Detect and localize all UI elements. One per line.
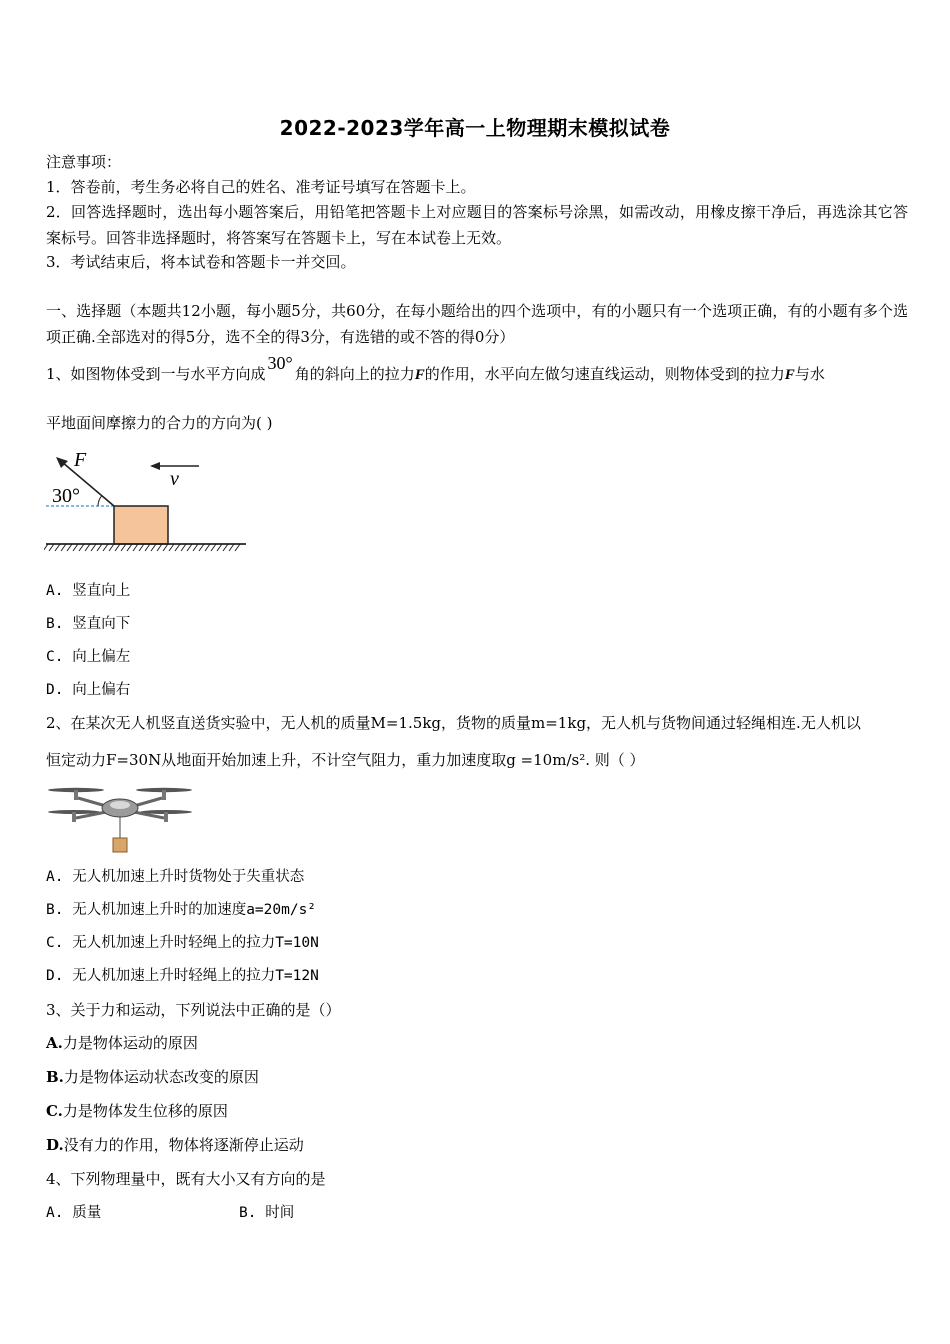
- q4-stem: 4、下列物理量中，既有大小又有方向的是: [46, 1170, 326, 1188]
- notice-item-1: 1．答卷前，考生务必将自己的姓名、准考证号填写在答题卡上。: [46, 178, 476, 196]
- page-title: 2022-2023学年高一上物理期末模拟试卷: [279, 116, 671, 140]
- hatch-stroke: [115, 544, 120, 551]
- q1-stem-b: 角的斜向上的拉力: [294, 365, 415, 383]
- q1-stem-d: 与水: [794, 365, 825, 383]
- mast-3: [72, 812, 76, 822]
- q2-stem-line1: 2、在某次无人机竖直送货实验中，无人机的质量M=1.5kg，货物的质量m=1kg，无人机与货物间通过轻绳相连.无人机以: [46, 714, 861, 732]
- q1-option-a: A. 竖直向上: [46, 583, 131, 599]
- hatch-stroke: [151, 544, 156, 551]
- velocity-arrow-head: [150, 462, 160, 470]
- section-heading: 一、选择题（本题共12小题，每小题5分，共60分，在每小题给出的四个选项中，有的小题只有一个选项正确，有的小题有多个选项正确.全部选对的得5分，选不全的得3分，有选错的或不答的得0分）: [46, 302, 908, 346]
- mast-4: [164, 812, 168, 822]
- angle-arc: [98, 496, 102, 506]
- hatch-stroke: [97, 544, 102, 551]
- option-text: 力是物体运动的原因: [62, 1034, 198, 1052]
- q1-stem-a: 1、如图物体受到一与水平方向成: [46, 365, 266, 383]
- q1-option-c: C. 向上偏左: [46, 649, 131, 665]
- ground-hatching: [44, 544, 240, 551]
- arm-2: [134, 798, 162, 806]
- hatch-stroke: [145, 544, 150, 551]
- q3-stem: 3、关于力和运动，下列说法中正确的是（）: [46, 1001, 341, 1019]
- angle-label: 30°: [52, 485, 80, 507]
- q3-option-d: [46, 1132, 908, 1158]
- cargo-box: [113, 838, 127, 852]
- hatch-stroke: [211, 544, 216, 551]
- q1-stem-c: 的作用，水平向左做匀速直线运动，则物体受到的拉力: [424, 365, 785, 383]
- q2-drone-figure: [44, 784, 196, 858]
- q1-option-b: B. 竖直向下: [46, 616, 131, 632]
- option-letter: B.: [46, 1068, 64, 1086]
- q1-option-d: D. 向上偏右: [46, 682, 131, 698]
- block: [114, 506, 168, 544]
- q1-force-symbol-2: F: [784, 367, 795, 383]
- hatch-stroke: [163, 544, 168, 551]
- hatch-stroke: [67, 544, 72, 551]
- hatch-stroke: [187, 544, 192, 551]
- hatch-stroke: [169, 544, 174, 551]
- option-letter: C.: [46, 1102, 63, 1120]
- hatch-stroke: [44, 544, 48, 551]
- hatch-stroke: [229, 544, 234, 551]
- hatch-stroke: [91, 544, 96, 551]
- hatch-stroke: [223, 544, 228, 551]
- hatch-stroke: [121, 544, 126, 551]
- q2-stem-line2: 恒定动力F=30N从地面开始加速上升，不计空气阻力，重力加速度取g =10m/s². 则（ ）: [46, 751, 645, 769]
- option-text: 力是物体发生位移的原因: [62, 1102, 228, 1120]
- arm-1: [78, 798, 106, 806]
- hatch-stroke: [49, 544, 54, 551]
- q2-option-d: D. 无人机加速上升时轻绳上的拉力T=12N: [46, 968, 319, 984]
- hatch-stroke: [199, 544, 204, 551]
- hatch-stroke: [103, 544, 108, 551]
- drone-dome: [110, 801, 130, 809]
- option-text: 力是物体运动状态改变的原因: [63, 1068, 259, 1086]
- q3-option-b: [46, 1064, 908, 1090]
- q3-option-a: [46, 1030, 908, 1056]
- hatch-stroke: [73, 544, 78, 551]
- hatch-stroke: [79, 544, 84, 551]
- force-label: F: [74, 449, 87, 471]
- hatch-stroke: [175, 544, 180, 551]
- q4-option-b: B. 时间: [239, 1205, 295, 1221]
- hatch-stroke: [85, 544, 90, 551]
- velocity-label: v: [170, 468, 179, 490]
- hatch-stroke: [139, 544, 144, 551]
- option-letter: D.: [46, 1136, 64, 1154]
- q1-stem-line2: 平地面间摩擦力的合力的方向为( ): [46, 414, 273, 432]
- hatch-stroke: [55, 544, 60, 551]
- hatch-stroke: [157, 544, 162, 551]
- mast-2: [162, 790, 166, 800]
- notice-item-2: 2．回答选择题时，选出每小题答案后，用铅笔把答题卡上对应题目的答案标号涂黑，如需改动，用橡皮擦干净后，再选涂其它答案标号。回答非选择题时，将答案写在答题卡上，写在本试卷上无效。: [46, 203, 908, 247]
- notice-item-3: 3．考试结束后，将本试卷和答题卡一并交回。: [46, 253, 356, 271]
- q2-option-b: B. 无人机加速上升时的加速度a=20m/s²: [46, 902, 317, 918]
- hatch-stroke: [181, 544, 186, 551]
- hatch-stroke: [235, 544, 240, 551]
- hatch-stroke: [133, 544, 138, 551]
- hatch-stroke: [61, 544, 66, 551]
- q1-force-symbol: F: [414, 367, 425, 383]
- hatch-stroke: [127, 544, 132, 551]
- hatch-stroke: [109, 544, 114, 551]
- q1-figure: [44, 446, 250, 552]
- q1-stem-line1: [46, 353, 908, 390]
- hatch-stroke: [193, 544, 198, 551]
- q1-angle: 30°: [267, 353, 293, 373]
- option-text: 没有力的作用，物体将逐渐停止运动: [63, 1136, 304, 1154]
- q2-option-a: A. 无人机加速上升时货物处于失重状态: [46, 869, 305, 885]
- hatch-stroke: [217, 544, 222, 551]
- notice-heading: 注意事项：: [46, 153, 122, 171]
- mast-1: [74, 790, 78, 800]
- q3-option-c: [46, 1098, 908, 1124]
- q2-option-c: C. 无人机加速上升时轻绳上的拉力T=10N: [46, 935, 319, 951]
- option-letter: A.: [46, 1034, 63, 1052]
- hatch-stroke: [205, 544, 210, 551]
- q4-option-a: A. 质量: [46, 1205, 102, 1221]
